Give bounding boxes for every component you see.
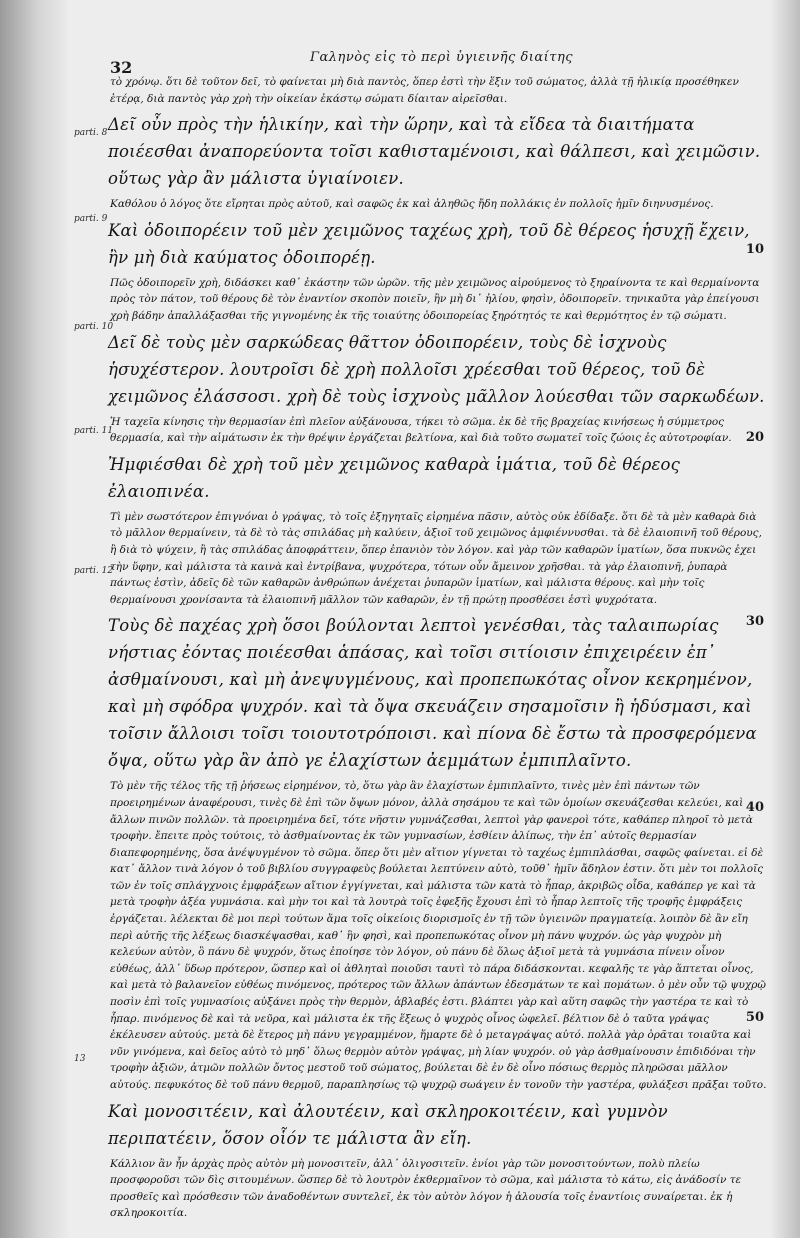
margin-note: parti. 8 bbox=[74, 128, 108, 138]
line-number: 20 bbox=[745, 430, 764, 445]
text-paragraph: Καὶ ὁδοιπορέειν τοῦ μὲν χειμῶνος ταχέως χρὴ, τοῦ δὲ θέρεος ἡσυχῇ ἔχειν, ἢν μὴ διὰ καύματος ὁδοιπορέῃ. bbox=[108, 220, 750, 267]
commentary-paragraph: Τὶ μὲν σωστότερον ἐπιγνόναι ὁ γράψας, τὸ τοῖς ἐξηγηταῖς εἰρημένα πᾶσιν, αὐτὸς οὐκ ἐδίδαξε. ὅτι δὲ τὰ μὲν καθαρὰ διὰ τὸ μᾶλλον θερμαίνειν, τὰ δὲ τὸ τὰς σπιλάδας μὴ καλύειν, ἀξιοῖ τοῦ χειμῶνος ἀμφιέννυσθαι. τὰ δὲ ἐλαιοπινῆ τοῦ θέρους, ἢ διὰ τὸ ψύχειν, ἢ τὰς σπιλάδας ἀποφράττειν, ὅπερ ἐπανιὸν τὸν λόγον. καὶ γὰρ τῶν καθαρῶν ἱματίων, ὅσα πυκνῶς ἐχει τὴν ὕφην, καὶ μάλιστα τὰ καινὰ καὶ ἐντρίβανα, ψυχρότερα, τότων οὖν ἄμεινον χρῆσθαι. τὰ γὰρ ἐλαιοπινῆ, ῥυπαρὰ πάντως ἐστὶν, ἀδεῖς δὲ τῶν καθαρῶν ἀνθρώπων ἀνέχεται ῥυπαρῶν ἱματίων, καὶ μάλιστα θέρους. καὶ μὴν τοῖς θερμαίνουσι χρονίσαντα τὰ ἐλαιοπινῆ μᾶλλον τῶν καθαρῶν, ἐν τῇ πρώτῃ προσθέσει ἐστὶ ψυχρότατα. bbox=[110, 510, 762, 606]
commentary-paragraph: τὸ χρόνῳ. ὅτι δὲ τοῦτον δεῖ, τὸ φαίνεται μὴ διὰ παντὸς, ὅπερ ἐστὶ τὴν ἕξιν τοῦ σώματος, ἀλλὰ τῇ ἡλικίᾳ προσέθηκεν ἑτέρᾳ, διὰ παντὸς γὰρ χρὴ τὴν οἰκείαν ἑκάστῳ σώματι δίαιταν αἱρεῖσθαι. bbox=[110, 76, 739, 105]
line-number: 50 bbox=[745, 1010, 764, 1025]
text-paragraph: Ἠμφιέσθαι δὲ χρὴ τοῦ μὲν χειμῶνος καθαρὰ ἱμάτια, τοῦ δὲ θέρεος ἐλαιοπινέα. bbox=[108, 454, 681, 501]
text-paragraph: Δεῖ δὲ τοὺς μὲν σαρκώδεας θᾶττον ὁδοιπορέειν, τοὺς δὲ ἰσχνοὺς ἡσυχέστερον. λουτροῖσι δὲ χρὴ πολλοῖσι χρέεσθαι τοῦ θέρεος, τοῦ δὲ χειμῶνος ἐλάσσοσι. χρὴ δὲ τοὺς ἰσχνοὺς μᾶλλον λούεσθαι τῶν σαρκωδέων. bbox=[108, 332, 765, 406]
margin-note: parti. 9 bbox=[74, 214, 108, 224]
page-body bbox=[96, 74, 768, 1226]
commentary-paragraph: Πῶς ὁδοιπορεῖν χρὴ, διδάσκει καθ᾽ ἑκάστην τῶν ὡρῶν. τῆς μὲν χειμῶνος αἱρούμενος τὸ ξηραίνοντα τε καὶ θερμαίνοντα πρὸς τὸν πάτον, τοῦ θέρους δὲ τὸν ἐναντίον σκοπὸν ποιεῖν, ἢν μὴ δι᾽ ἡλίου, φησὶν, ὁδοιπορεῖν. τηνικαῦτα γὰρ ἐπείγουσι χρὴ βάδην ἀπαλλάξασθαι τῆς γιγνομένης ἐκ τῆς τοιαύτης ὁδοιπορείας ξηρότητός τε καὶ θερμότητος ἐν τῷ σώματι. bbox=[110, 276, 760, 322]
commentary-paragraph: Κάλλιον ἂν ἦν ἀρχὰς πρὸς αὐτὸν μὴ μονοσιτεῖν, ἀλλ᾽ ὀλιγοσιτεῖν. ἐνίοι γὰρ τῶν μονοσιτούντων, πολὺ πλείω προσφοροῦσι τῶν δὶς σιτουμένων. ὥσπερ δὲ τὸ λουτρὸν ἐκθερμαῖνον τὸ σῶμα, καὶ μάλιστα τὸ κάτω, εἰς ἀνάδοσίν τε προσθεῖς καὶ πρόσθεσιν τῶν ἀναδοθέντων συντελεῖ, ἐκ τὸν αὐτὸν λόγον ἡ ἀλουσία τοῖς ἐναντίοις συναίρεται. ἐκ ἡ σκληροκοιτία. bbox=[110, 1157, 742, 1220]
page-shadow-left bbox=[0, 0, 70, 1238]
text-paragraph: Τοὺς δὲ παχέας χρὴ ὅσοι βούλονται λεπτοὶ γενέσθαι, τὰς ταλαιπωρίας νήστιας ἐόντας ποιέεσθαι ἁπάσας, καὶ τοῖσι σιτίοισιν ἐπιχειρέειν ἐπ᾽ ἀσθμαίνουσι, καὶ μὴ ἀνεψυγμένους, καὶ προπεπωκότας οἶνον κεκρημένον, καὶ μὴ σφόδρα ψυχρόν. καὶ τὰ ὄψα σκευάζειν σησαμοῖσιν ἢ ἡδύσμασι, καὶ τοῖσιν ἄλλοισι τοῖσι τοιουτοτρόποισι. καὶ πίονα δὲ ἔστω τὰ προσφερόμενα ὄψα, οὕτω γὰρ ἂν ἀπὸ γε ἐλαχίστων ἀεμμάτων ἐμπιπλαῖντο. bbox=[108, 616, 757, 771]
line-number: 10 bbox=[745, 242, 764, 257]
margin-note: parti. 10 bbox=[74, 322, 114, 332]
commentary-paragraph: Ἡ ταχεῖα κίνησις τὴν θερμασίαν ἐπὶ πλεῖον αὐξάνουσα, τήκει τὸ σῶμα. ἐκ δὲ τῆς βραχείας κινήσεως ἡ σύμμετρος θερμασία, καὶ τὴν αἱμάτωσιν ἐκ τὴν θρέψιν ἐργάζεται βελτίονα, καὶ διὰ τοῦτο σωματεῖ τοῖς ζώοις ἐς αὐτοτροφίαν. bbox=[110, 415, 732, 445]
text-paragraph: Καὶ μονοσιτέειν, καὶ ἀλουτέειν, καὶ σκληροκοιτέειν, καὶ γυμνὸν περιπατέειν, ὅσον οἷόν τε μάλιστα ἂν εἴη. bbox=[108, 1101, 668, 1148]
margin-note: 13 bbox=[74, 1054, 86, 1064]
line-number: 30 bbox=[745, 614, 764, 629]
page-header bbox=[100, 46, 750, 77]
text-paragraph: Δεῖ οὖν πρὸς τὴν ἡλικίην, καὶ τὴν ὥρην, καὶ τὰ εἴδεα τὰ διαιτήματα ποιέεσθαι ἀναπορεύοντα τοῖσι καθισταμένοισι, καὶ θάλπεσι, καὶ χειμῶσιν. οὕτως γὰρ ἂν μάλιστα ὑγιαίνοιεν. bbox=[108, 115, 761, 189]
running-head: Γαληνὸς εἰς τὸ περὶ ὑγιεινῆς διαίτης bbox=[310, 50, 574, 65]
margin-note: parti. 11 bbox=[74, 426, 114, 436]
line-number: 40 bbox=[745, 800, 764, 815]
page-number: 32 bbox=[110, 58, 133, 77]
commentary-paragraph: Τὸ μὲν τῆς τέλος τῆς τῇ ῥήσεως εἰρημένον, τὸ, ὅτω γὰρ ἂν ἐλαχίστων ἐμπιπλαῖντο, τινὲς μὲν ἐπὶ πάντων τῶν προειρημένων ἀναφέρουσι, τινὲς δὲ ἐπὶ τῶν ὄψων μόνον, ἀλλὰ σησάμου τε καὶ τῶν ὁμοίων σκευάζεσθαι κελεύει, καὶ ἄλλων πινῶν πολλῶν. τὰ προειρημένα δεῖ, τότε νῆστιν γυμνάζεσθαι, λεπτοὶ γὰρ φανεροὶ τότε, καθάπερ πληροῖ τὸ μετὰ τροφὴν. ἔπειτε πρὸς τούτοις, τὸ ἀσθμαίνοντας ἐκ τῶν γυμνασίων, ἐσθίειν ἀλίπως, τὴν ἐπ᾽ αὐτοῖς θερμασίαν διαπεφορημένης, ὅσα ἀνέψυγμένον τὸ σῶμα. ὅπερ ὅτι μὲν αἴτιον γίγνεται τὸ ταχέως ἐμπιπλάσθαι, σαφῶς φαίνεται. εἰ δὲ κατ᾽ ἄλλον τινὰ λόγον ὁ τοῦ βιβλίου συγγραφεὺς βούλεται λεπτύνειν αὐτὸ, τοῦθ᾽ ἡμῖν ἄδηλον ἐστιν. ὅτι μὲν τοι πολλοῖς τῶν ἐν τοῖς σπλάγχνοις ἐμφράξεων αἴτιον ἐγγίγνεται, καὶ μάλιστα τῶν κατὰ τὸ ἧπαρ, ἀκριβῶς οἶδα, καθάπερ γε καὶ τὰ μετὰ τροφὴν ἀξέα γυμνάσια. καὶ μὴν τοι καὶ τὰ λουτρὰ τοῖς ἐφεξῆς ἔχουσι ἐπὶ τὸ ἧπαρ λεπτοῖς τῆς τροφῆς ἐμφράξεις ἐργάζεται. λέλεκται δὲ μοι περὶ τούτων ἅμα τοῖς οἰκείοις διορισμοῖς ἐν τῇ τῶν ὑγιεινῶν πραγματείᾳ. λοιπὸν δὲ ἂν εἴη περὶ αὐτῆς τῆς λέξεως διασκέψασθαι, καθ᾽ ἣν φησὶ, καὶ προπεπωκότας οἶνον μὴ πάνυ ψυχρόν. ὡς γὰρ ψυχρὸν μὴ κελεύων αὐτὸν, ὃ πάνυ δὲ ψυχρόν, ὅτως ἐποίησε τὸν λόγον, οὐ πάνυ δὲ ὅλως ἀξιοῖ μετὰ τὰ γυμνάσια πίνειν οἶνον εὐθέως, ἀλλ᾽ ὕδωρ πρότερον, ὥσπερ καὶ οἱ ἀθληταὶ ποιοῦσι ταυτὶ τὸ πάρα διδάσκονται. κεφαλῆς τε γὰρ ἅπτεται οἶνος, καὶ μετὰ τὸ βαλανεῖον εὐθέως πινόμενος, πρότερος τῶν ἄλλων ἁπάντων ἐδεσμάτων τε καὶ πομάτων. ὁ μὲν οὖν τῷ ψυχρῷ ποσὶν ἐπὶ τοῖς γυμνασίοις αὐξάνει πρὸς τὴν θερμὸν, ἀβλαβές ἐστι. βλάπτει γὰρ καὶ αὕτη σαφῶς τὴν γαστέρα τε καὶ τὸ ἧπαρ. πινόμενος δὲ καὶ τὰ νεῦρα, καὶ μάλιστα ἐκ τῆς ἕξεως ὁ ψυχρὸς οἶνος ὠφελεῖ. βέλτιον δὲ ὁ ταῦτα γράψας ἐκέλευσεν αὐτούς. μετὰ δὲ ἕτερος μὴ πάνυ γεγραμμένον, ἥμαρτε δὲ ὁ μεταγράψας αὐτό. πολλὰ γὰρ ὁρᾶται τοιαῦτα καὶ νῦν γινόμενα, καὶ δεῖος αὐτὸ τὸ μηδ᾽ ὅλως θερμὸν αὐτὸν γράψας, μὴ λίαν ψυχρόν. οὐ γὰρ ἀσθμαίνουσιν ἐπιδιδόναι τὴν τροφὴν ἀξιῶν, ἀτμῶν πολλῶν ὄντος μεστοῦ τοῦ σώματος, βούλεται δὲ ἐν δὲ οἶνο πόσιως θερμὸς πληρῶσαι μᾶλλον αὐτούς. πεφυκότος δὲ τοῦ πάνυ θερμοῦ, παραπλησίως τῷ ψυχρῷ σωάγειν ἐν τονοῦν τὴν γαστέρα, φυλάξεσι πρᾶξαι τοῦτο. bbox=[110, 780, 767, 1091]
commentary-paragraph: Καθόλου ὁ λόγος ὅτε εἴρηται πρὸς αὐτοῦ, καὶ σαφῶς ἐκ καὶ ἀληθῶς ἤδη πολλάκις ἐν πολλοῖς ἡμῖν διηνυσμένος. bbox=[110, 198, 714, 211]
page-shadow-right bbox=[770, 0, 800, 1238]
margin-note: parti. 12 bbox=[74, 566, 114, 576]
